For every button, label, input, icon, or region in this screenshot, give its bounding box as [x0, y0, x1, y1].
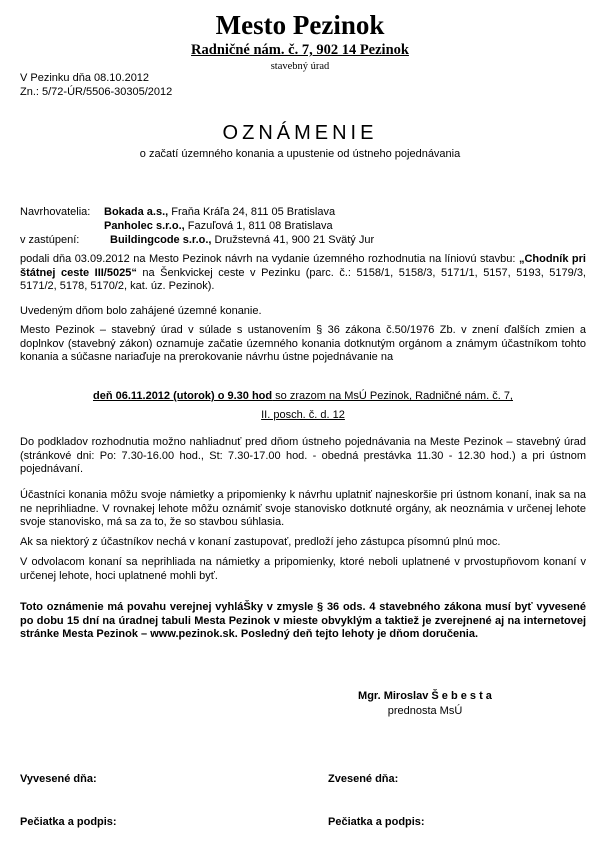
applicant-1-address: Fraňa Kráľa 24, 811 05 Bratislava	[168, 206, 336, 218]
office-name: stavebný úrad	[270, 61, 330, 72]
paragraph-started: Uvedeným dňom bolo zahájené územné konanie.	[20, 305, 262, 317]
signatory-role: prednosta MsÚ	[387, 705, 463, 717]
stamp-signature-label-left: Pečiatka a podpis:	[20, 816, 117, 828]
representative-label: v zastúpení:	[20, 234, 80, 246]
submission-text-b: na Šenkvickej ceste v Pezinku (parc. č.: 5158/1, 5158/3, 5171/1, 5157, 5193, 5179/3, 5171/2, 5178, 5170/2, kat. úz. Pezinok).	[20, 266, 586, 293]
applicant-1	[104, 206, 335, 220]
submission-text-a: podali dňa 03.09.2012 na Mesto Pezinok návrh na vydanie územného rozhodnutia na líniovú stavbu:	[20, 253, 519, 265]
notice-title: OZNÁMENIE	[222, 122, 378, 144]
paragraph-announcement: Mesto Pezinok – stavebný úrad v súlade s ustanovením § 36 zákona č.50/1976 Zb. v znení ďalších zmien a doplnkov (stavebný zákon) oznamuje začatie územného konania dotknutým orgánom a známym účastníkom tohto konania a súčasne nariaďuje na prerokovanie návrhu ústne pojednávanie na	[20, 324, 586, 364]
town-address-text: Radničné nám. č. 7, 902 14 Pezinok	[191, 42, 409, 58]
hearing-place: so zrazom na MsÚ Pezinok, Radničné nám. č. 7,	[272, 390, 513, 402]
paragraph-submission	[20, 253, 586, 294]
removed-date-label: Zvesené dňa:	[328, 773, 399, 785]
hearing-room: II. posch. č. d. 12	[261, 409, 345, 421]
paragraph-appeal: V odvolacom konaní sa neprihliada na námietky a pripomienky, ktoré neboli uplatnené v prvostupňovom konaní v určenej lehote, hoci uplatnené mohli byť.	[20, 556, 586, 582]
applicants-label: Navrhovatelia:	[20, 206, 91, 218]
place-date: V Pezinku dňa 08.10.2012	[20, 72, 150, 84]
representative-address: Družstevná 41, 900 21 Svätý Jur	[211, 234, 375, 246]
applicant-1-name: Bokada a.s.,	[104, 206, 169, 218]
hearing-date: deň 06.11.2012 (utorok) o 9.30 hod	[92, 390, 273, 402]
stamp-signature-label-right: Pečiatka a podpis:	[328, 816, 425, 828]
hearing-date-line	[20, 390, 586, 404]
applicant-2	[104, 220, 333, 234]
reference-number: Zn.: 5/72-ÚR/5506-30305/2012	[20, 86, 173, 98]
applicant-2-name: Panholec s.r.o.,	[104, 220, 185, 232]
town-address	[0, 42, 600, 59]
representative-name: Buildingcode s.r.o.,	[110, 234, 212, 246]
project-name: „Chodník pri štátnej ceste III/5025“	[20, 253, 586, 279]
paragraph-objections: Účastníci konania môžu svoje námietky a pripomienky k návrhu uplatniť najneskoršie pri ústnom konaní, inak sa na ne neprihliadne. V rovnakej lehote môžu oznámiť svoje stanovisko dotknuté orgány, ak neoznámia v určenej lehote svoje stanovisko, má sa za to, že so stavbou súhlasia.	[20, 489, 586, 529]
applicant-2-address: Fazuľová 1, 811 08 Bratislava	[184, 220, 333, 232]
paragraph-representation: Ak sa niektorý z účastníkov nechá v konaní zastupovať, predloží jeho zástupca písomnú plnú moc.	[20, 536, 501, 548]
representative	[110, 234, 374, 248]
notice-subtitle: o začatí územného konania a upustenie od ústneho pojednávania	[139, 148, 461, 160]
paragraph-documents: Do podkladov rozhodnutia možno nahliadnuť pred dňom ústneho pojednávania na Meste Pezinok – stavebný úrad (stránkové dni: Po: 7.30-16.00 hod., St: 7.30-17.00 hod. - obedná prestávka 11.30 - 12.30 hod.) a pri ústnom pojednávaní.	[20, 436, 586, 476]
signatory-name: Mgr. Miroslav Š e b e s t a	[358, 690, 492, 702]
posted-date-label: Vyvesené dňa:	[20, 773, 97, 785]
paragraph-public-notice: Toto oznámenie má povahu verejnej vyhláŠky v zmysle § 36 ods. 4 stavebného zákona musí byť vyvesené po dobu 15 dní na úradnej tabuli Mesta Pezinok v mieste obvyklým a taktiež je zverejnené aj na internetovej stránke Mesta Pezinok – www.pezinok.sk. Posledný deň tejto lehoty je dňom doručenia.	[20, 601, 586, 641]
town-title: Mesto Pezinok	[215, 10, 385, 40]
